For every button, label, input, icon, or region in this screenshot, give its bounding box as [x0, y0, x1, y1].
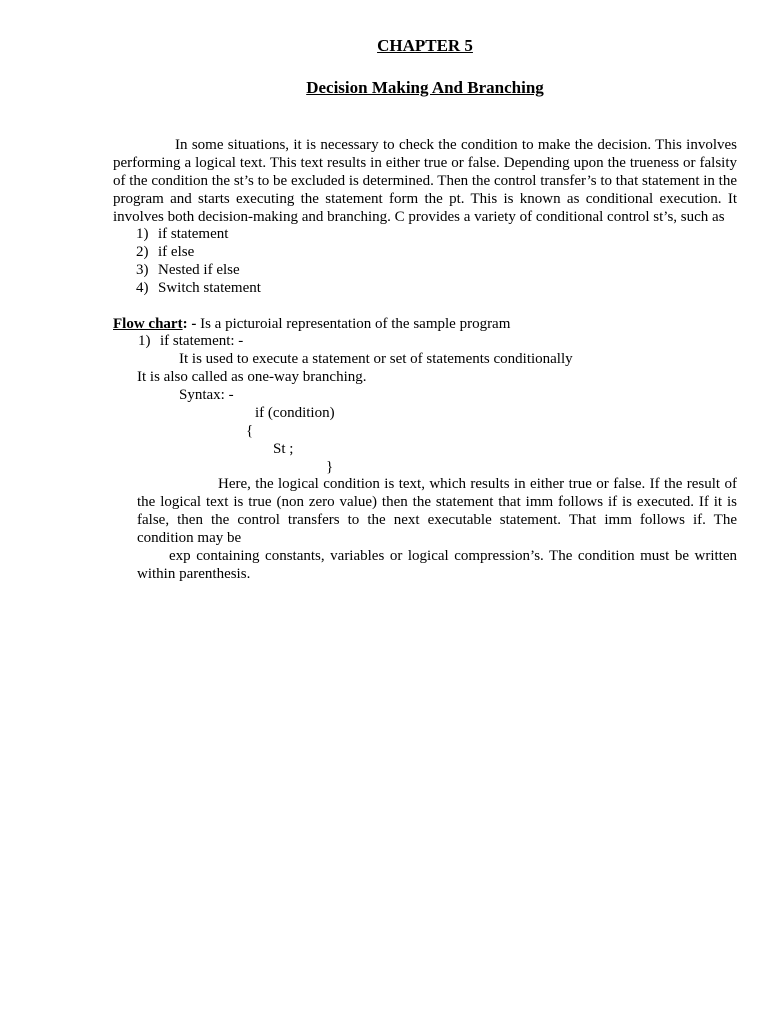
list-item: [136, 243, 436, 261]
flowchart-definition: [113, 315, 510, 333]
syntax-label: Syntax: -: [179, 387, 234, 403]
list-label: Nested if else: [158, 262, 240, 278]
list-number: 3): [136, 262, 149, 278]
list-number: 4): [136, 280, 149, 296]
code-line: if (condition): [255, 405, 335, 421]
section-heading: if statement: -: [160, 333, 244, 349]
explanation-continuation: exp containing constants, variables or logical compression’s. The condition must be written within parenthesis.: [137, 548, 737, 582]
list-number: 1): [138, 333, 151, 349]
list-item: [136, 261, 436, 279]
intro-paragraph: In some situations, it is necessary to check the condition to make the decision. This involves performing a logical text. This text results in either true or false. Depending upon the trueness or falsity of the condition the st’s to be excluded is determined. Then the control transfer’s to that statement in the program and starts executing the statement form the pt. This is known as conditional execution. It involves both decision-making and branching. C provides a variety of conditional control st’s, such as: [113, 137, 737, 225]
list-label: Switch statement: [158, 280, 261, 296]
code-line: }: [326, 459, 334, 475]
flowchart-separator: : -: [182, 316, 197, 332]
if-description-2: It is also called as one-way branching.: [137, 369, 367, 385]
list-item: [136, 225, 436, 243]
code-line: {: [246, 423, 254, 439]
list-label: if else: [158, 244, 195, 260]
code-line: St ;: [273, 441, 294, 457]
flowchart-term: Flow chart: [113, 316, 183, 332]
control-statement-list: [136, 225, 436, 297]
list-item: [136, 279, 436, 297]
list-number: 2): [136, 244, 149, 260]
chapter-subtitle: Decision Making And Branching: [306, 78, 544, 97]
if-description: It is used to execute a statement or set of statements conditionally: [179, 351, 573, 367]
explanation-paragraph: Here, the logical condition is text, which results in either true or false. If the result of the logical text is true (non zero value) then the statement that imm follows if is executed. If it is false, then the control transfers to the next executable statement. That imm follows if. The condition may be: [137, 476, 737, 546]
flowchart-text: Is a picturoial representation of the sample program: [196, 316, 511, 332]
if-statement-heading: [138, 332, 244, 350]
list-label: if statement: [158, 226, 229, 242]
list-number: 1): [136, 226, 149, 242]
chapter-title: CHAPTER 5: [377, 36, 473, 55]
